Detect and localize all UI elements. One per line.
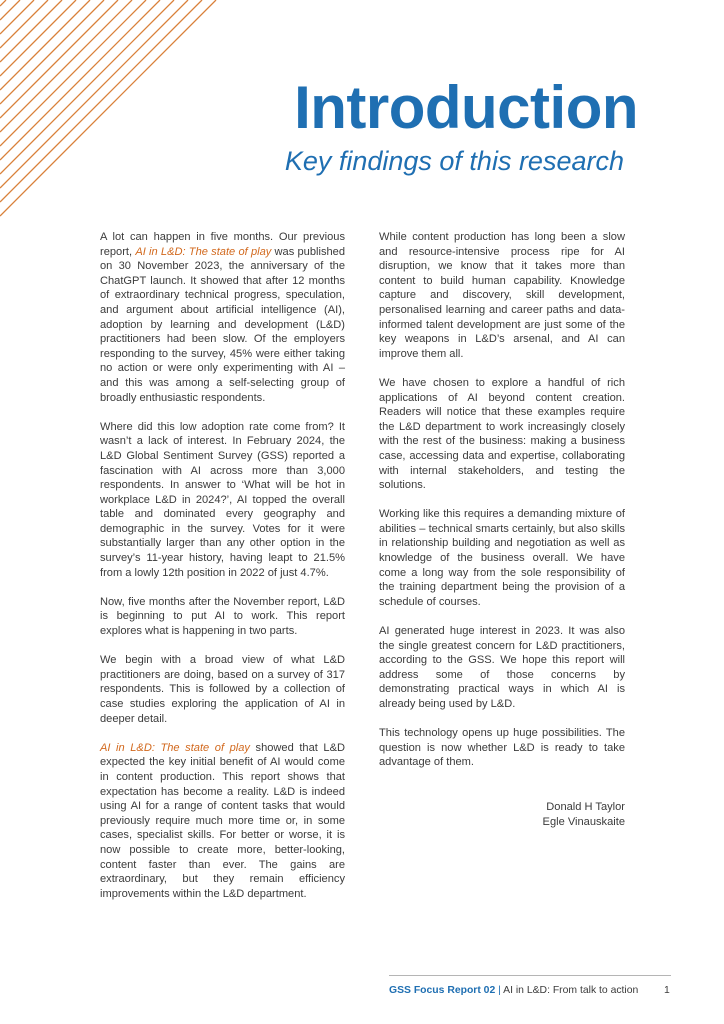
paragraph: A lot can happen in five months. Our previous report, AI in L&D: The state of play was published on 30 November 2023, the anniversary of the ChatGPT launch. It showed that after 12 months of extraordinary technical progress, speculation, and argument about artificial intelligence (AI), adoption by learning and development (L&D) practitioners had been slow. Of the employers responding to the survey, 45% were either taking no action or were only experimenting with AI – and this was among a self-selecting group of broadly enthusiastic respondents. [100, 231, 345, 404]
footer-report-name: GSS Focus Report 02 [389, 985, 496, 996]
stripe [0, 0, 104, 104]
left-column [100, 230, 345, 916]
right-column [379, 230, 625, 830]
page-number: 1 [664, 985, 670, 996]
footer-report-title: AI in L&D: From talk to action [503, 985, 639, 996]
report-link[interactable]: AI in L&D: The state of play [100, 741, 250, 754]
stripe [0, 0, 174, 174]
stripe [0, 0, 48, 48]
paragraph: We begin with a broad view of what L&D practitioners are doing, based on a survey of 317 respondents. This is followed by a collection of case studies exploring the application of AI in deeper detail. [100, 654, 345, 725]
footer-divider [389, 975, 671, 976]
signature-block [379, 800, 625, 830]
page-title: Introduction [294, 74, 638, 141]
paragraph: Where did this low adoption rate come from? It wasn’t a lack of interest. In February 2024, the L&D Global Sentiment Survey (GSS) reported a fascination with AI across more than 3,000 respondents. In answer to ‘What will be hot in workplace L&D in 2024?’, AI topped the overall table and dominated every geography and demographic in the survey. Votes for it were substantially larger than any other option in the survey’s 11-year history, having leapt to 21.5% from a lowly 12th position in 2022 of just 4.7%. [100, 420, 345, 579]
paragraph: We have chosen to explore a handful of rich applications of AI beyond content creation. Readers will notice that these examples require the L&D department to work increasingly closely with the rest of the business: making a business case, accessing data and expertise, collaborating with internal stakeholders, and testing the solutions. [379, 376, 625, 492]
paragraph: While content production has long been a slow and resource-intensive process ripe for AI disruption, we know that it takes more than content to build human capability. Knowledge capture and discovery, skill development, personalised learning and career paths and data-informed talent development are just some of the key weapons in L&D’s arsenal, and AI can improve them all. [379, 231, 625, 360]
paragraph: AI in L&D: The state of play showed that L&D expected the key initial benefit of AI would come in content production. This report shows that expectation has become a reality. L&D is indeed using AI for a range of content tasks that would previously require much more time or, in some cases, specialist skills. For better or worse, it is now possible to create more, better-looking, content faster than ever. The gains are extraordinary, but they remain efficiency improvements within the L&D department. [100, 741, 345, 900]
page-subtitle: Key findings of this research [284, 146, 624, 176]
diagonal-stripes-decoration [0, 0, 260, 260]
stripe [0, 0, 34, 34]
author-name: Donald H Taylor [546, 800, 625, 813]
author-name: Egle Vinauskaite [542, 815, 625, 828]
stripe [0, 0, 216, 216]
paragraph: AI generated huge interest in 2023. It was also the single greatest concern for L&D practitioners, according to the GSS. We hope this report will address some of those concerns by demonstrating practical ways in which AI is already being used by L&D. [379, 625, 625, 710]
paragraph: Now, five months after the November report, L&D is beginning to put AI to work. This report explores what is happening in two parts. [100, 595, 345, 638]
stripe [0, 0, 62, 62]
footer-separator: | [498, 985, 501, 996]
stripe [0, 0, 90, 90]
footer [389, 985, 638, 996]
paragraph: This technology opens up huge possibilities. The question is now whether L&D is ready to take advantage of them. [379, 727, 625, 769]
stripe [0, 0, 132, 132]
report-link[interactable]: AI in L&D: The state of play [135, 245, 272, 258]
stripe [0, 0, 146, 146]
stripe [0, 0, 76, 76]
stripe [0, 0, 6, 6]
stripe [0, 0, 188, 188]
paragraph: Working like this requires a demanding mixture of abilities – technical smarts certainly, but also skills in relationship building and negotiation as well as knowledge of the business overall. We have come a long way from the sole responsibility of the training department being the provision of a schedule of courses. [379, 508, 625, 608]
